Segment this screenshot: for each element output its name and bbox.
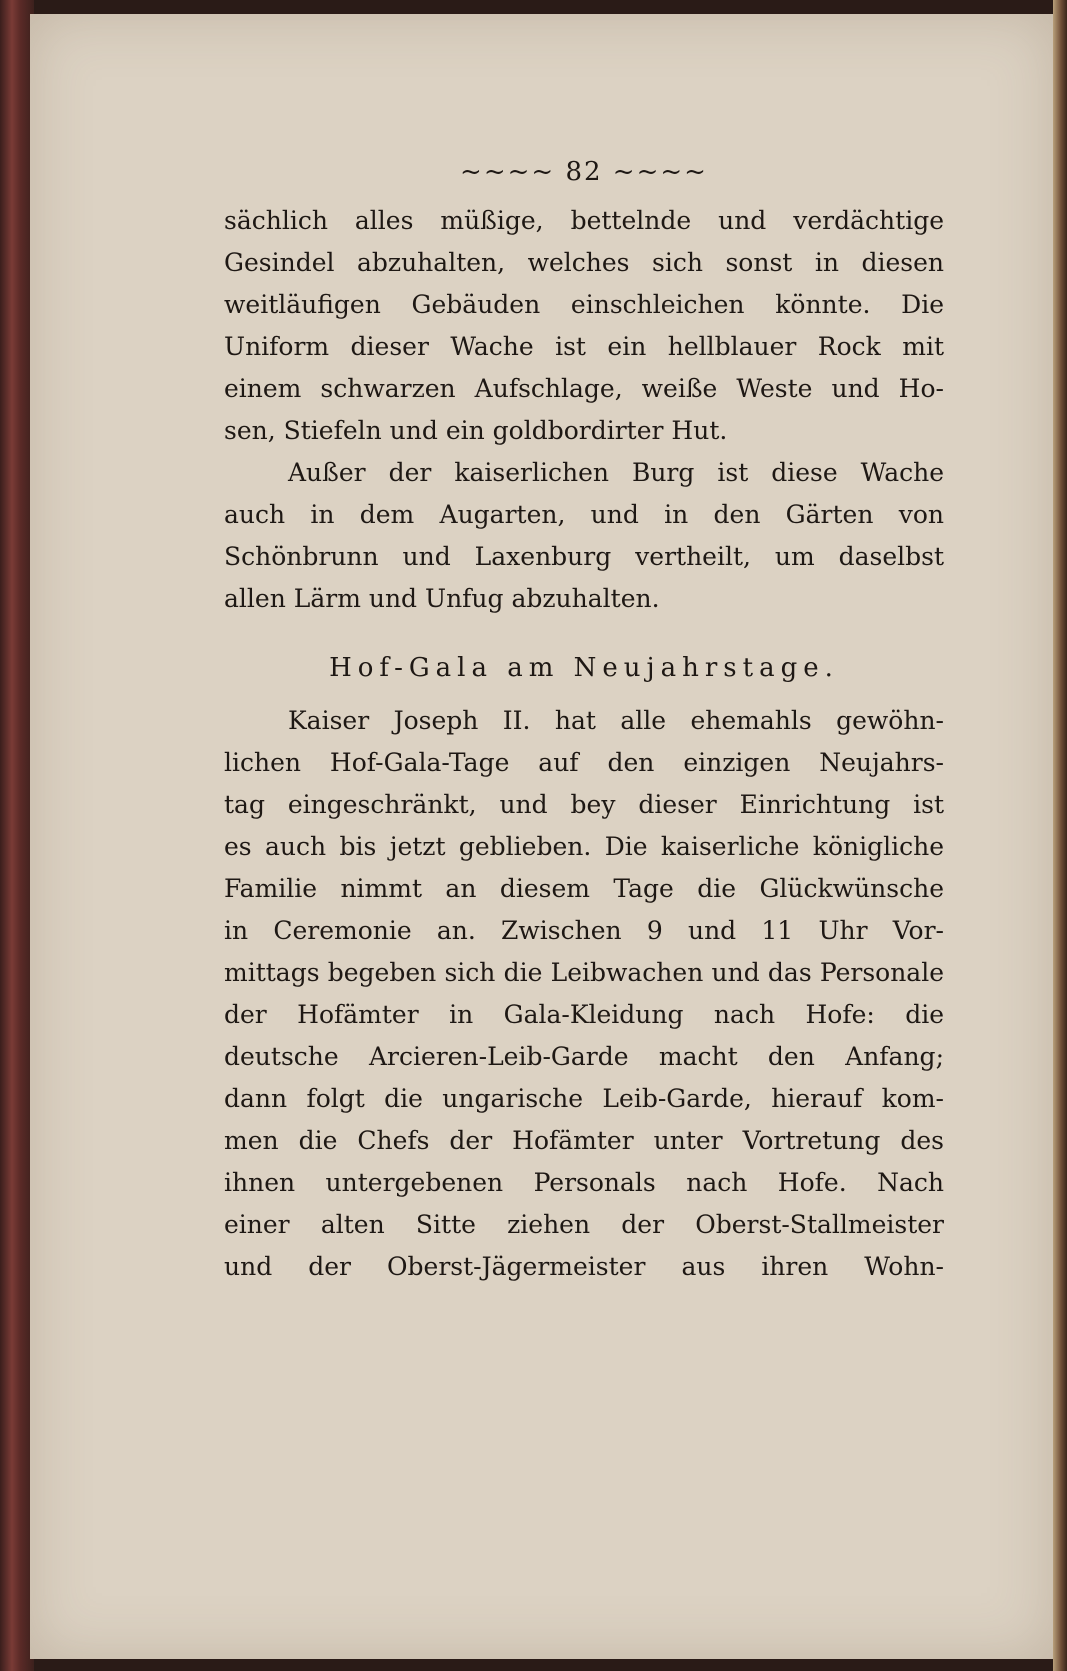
text-block — [224, 150, 944, 1288]
paragraph-3 — [224, 700, 944, 1288]
section-heading: Hof-Gala am Neujahrstage. — [329, 653, 839, 683]
text-line: tag eingeschränkt, und bey dieser Einrichtung ist — [224, 790, 944, 819]
text-line: in Ceremonie an. Zwischen 9 und 11 Uhr Vor- — [224, 916, 944, 945]
book-spine — [0, 0, 34, 1671]
text-line: men die Chefs der Hofämter unter Vortretung des — [224, 1126, 944, 1155]
text-line: allen Lärm und Unfug abzuhalten. — [224, 584, 660, 613]
text-line: Familie nimmt an diesem Tage die Glückwünsche — [224, 874, 944, 903]
page-number-header: ~~~~ 82 ~~~~ — [460, 157, 708, 187]
text-line: Uniform dieser Wache ist ein hellblauer Rock mit — [224, 332, 944, 361]
text-line: dann folgt die ungarische Leib-Garde, hierauf kom- — [224, 1084, 944, 1113]
text-line: mittags begeben sich die Leibwachen und das Personale — [224, 958, 944, 987]
text-line: einer alten Sitte ziehen der Oberst-Stallmeister — [224, 1210, 944, 1239]
paragraph-2 — [224, 452, 944, 620]
text-line: Außer der kaiserlichen Burg ist diese Wache — [288, 458, 944, 487]
text-line: weitläufigen Gebäuden einschleichen könnte. Die — [224, 290, 944, 319]
text-line: sen, Stiefeln und ein goldbordirter Hut. — [224, 416, 728, 445]
text-line: Kaiser Joseph II. hat alle ehemahls gewöhn- — [288, 706, 944, 735]
text-line: der Hofämter in Gala-Kleidung nach Hofe: die — [224, 1000, 944, 1029]
text-line: Schönbrunn und Laxenburg vertheilt, um daselbst — [224, 542, 944, 571]
text-line: es auch bis jetzt geblieben. Die kaiserliche königliche — [224, 832, 944, 861]
text-line: lichen Hof-Gala-Tage auf den einzigen Neujahrs- — [224, 748, 944, 777]
text-line: und der Oberst-Jägermeister aus ihren Wohn- — [224, 1252, 944, 1281]
text-line: auch in dem Augarten, und in den Gärten von — [224, 500, 944, 529]
text-line: einem schwarzen Aufschlage, weiße Weste und Ho- — [224, 374, 944, 403]
page-edge — [1053, 0, 1067, 1671]
paragraph-1 — [224, 200, 944, 452]
text-line: ihnen untergebenen Personals nach Hofe. Nach — [224, 1168, 944, 1197]
text-line: sächlich alles müßige, bettelnde und verdächtige — [224, 206, 944, 235]
text-line: Gesindel abzuhalten, welches sich sonst in diesen — [224, 248, 944, 277]
text-line: deutsche Arcieren-Leib-Garde macht den Anfang; — [224, 1042, 944, 1071]
